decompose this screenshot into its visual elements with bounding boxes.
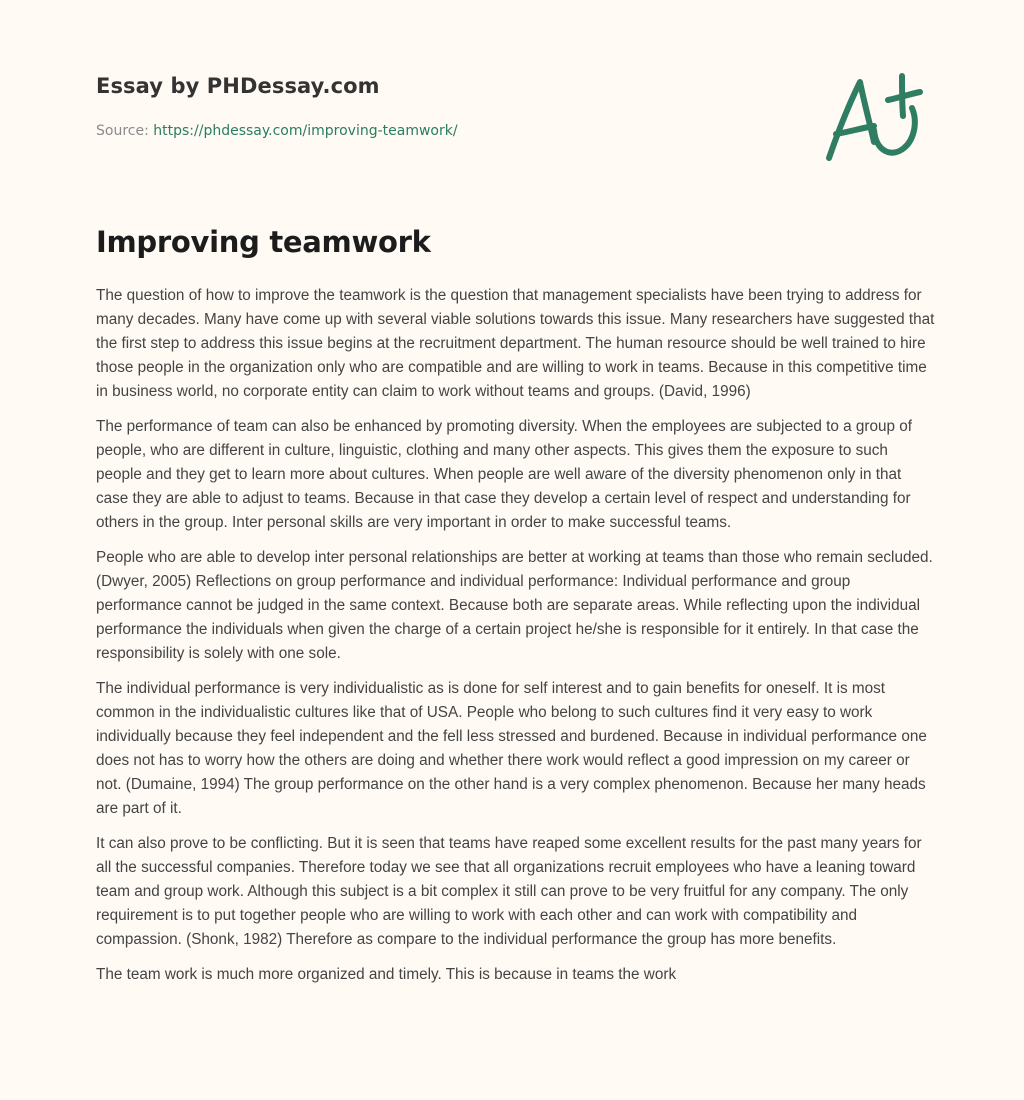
site-header xyxy=(96,74,458,139)
paragraph: People who are able to develop inter personal relationships are better at working at teams than those who remain secluded. (Dwyer, 2005) Reflections on group performance and individual performance: Individual performance and group performance cannot be judged in the same context. Because both are separate areas. While reflecting upon the individual performance the individuals when given the charge of a certain project he/she is responsible for it entirely. In that case the responsibility is solely with one sole. xyxy=(96,549,933,662)
paragraph: The question of how to improve the teamwork is the question that management specialists have been trying to address for many decades. Many have come up with several viable solutions towards this issue. Many researchers have suggested that the first step to address this issue begins at the recruitment department. The human resource should be well trained to hire those people in the organization only who are compatible and are willing to work in teams. Because in this competitive time in business world, no corporate entity can claim to work without teams and groups. (David, 1996) xyxy=(96,287,935,400)
a-plus-grade-icon xyxy=(818,62,932,168)
article-body xyxy=(96,284,936,998)
paragraph: The individual performance is very individualistic as is done for self interest and to gain benefits for oneself. It is most common in the individualistic cultures like that of USA. People who belong to such cultures find it very easy to work individually because they feel independent and the fell less stressed and burdened. Because in individual performance one does not has to worry how the others are doing and whether there work would reflect a good impression on my career or not. (Dumaine, 1994) The group performance on the other hand is a very complex phenomenon. Because her many heads are part of it. xyxy=(96,680,927,817)
brand-title: Essay by PHDessay.com xyxy=(96,74,380,98)
paragraph: The team work is much more organized and timely. This is because in teams the work xyxy=(96,966,677,983)
source-line xyxy=(96,123,458,139)
paragraph: It can also prove to be conflicting. But it is seen that teams have reaped some excellent results for the past many years for all the successful companies. Therefore today we see that all organizations recruit employees who have a leaning toward team and group work. Although this subject is a bit complex it still can prove to be very fruitful for any company. The only requirement is to put together people who are willing to work with each other and can work with compatibility and compassion. (Shonk, 1982) Therefore as compare to the individual performance the group has more benefits. xyxy=(96,835,922,948)
source-link[interactable]: https://phdessay.com/improving-teamwork/ xyxy=(153,123,458,139)
source-label: Source: xyxy=(96,123,149,139)
article-title: Improving teamwork xyxy=(96,225,431,259)
paragraph: The performance of team can also be enhanced by promoting diversity. When the employees are subjected to a group of people, who are different in culture, linguistic, clothing and many other aspects. This gives them the exposure to such people and they get to learn more about cultures. When people are well aware of the diversity phenomenon only in that case they are able to adjust to teams. Because in that case they develop a certain level of respect and understanding for others in the group. Inter personal skills are very important in order to make successful teams. xyxy=(96,418,913,531)
